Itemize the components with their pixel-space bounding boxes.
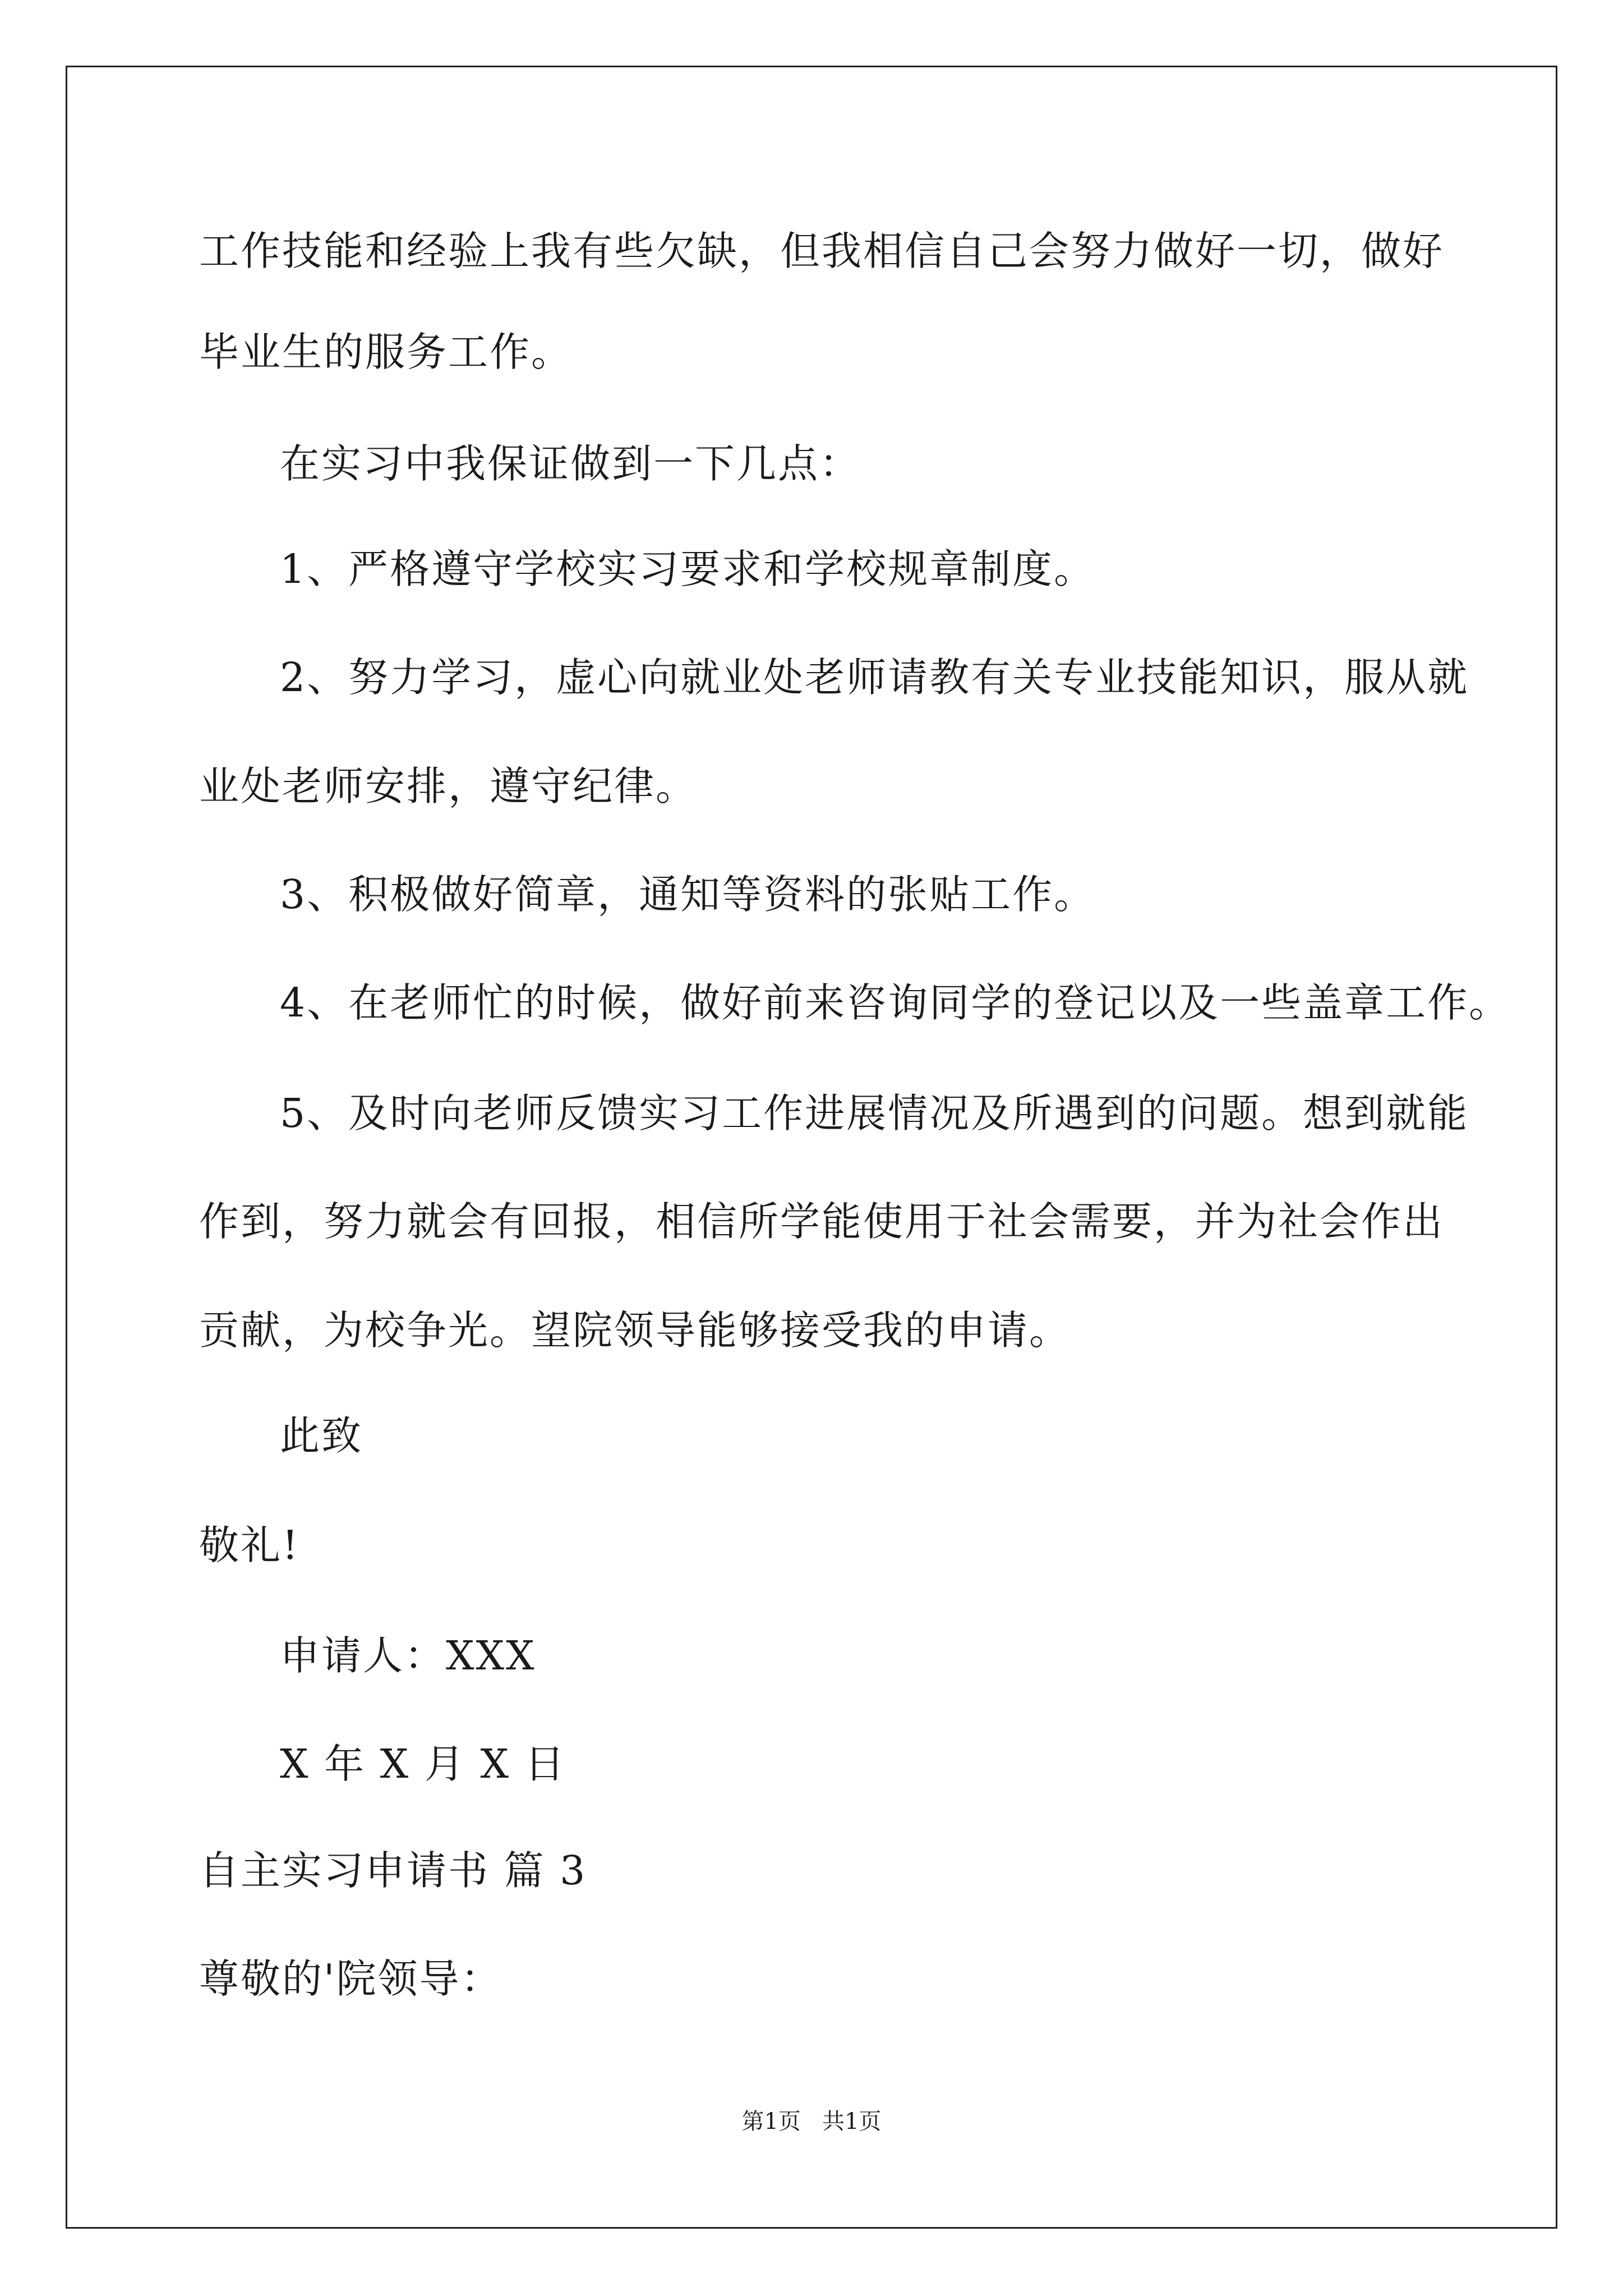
page-footer: 第1页 共1页 xyxy=(741,2109,882,2134)
list-item-continuation: 作到，努力就会有回报，相信所学能使用于社会需要，并为社会作出 xyxy=(199,1198,1445,1245)
closing-line: 此致 xyxy=(280,1412,363,1459)
list-item: 3、积极做好简章，通知等资料的张贴工作。 xyxy=(280,871,1096,918)
salutation: 尊敬的'院领导： xyxy=(199,1955,502,2002)
list-item: 2、努力学习，虚心向就业处老师请教有关专业技能知识，服从就 xyxy=(280,654,1469,701)
date-line: X 年 X 月 X 日 xyxy=(280,1741,566,1787)
page-border xyxy=(66,66,1557,2229)
list-item: 1、严格遵守学校实习要求和学校规章制度。 xyxy=(280,546,1096,592)
applicant-line: 申请人：XXX xyxy=(280,1632,536,1679)
closing-line: 敬礼! xyxy=(199,1522,300,1568)
paragraph-line: 工作技能和经验上我有些欠缺，但我相信自己会努力做好一切，做好 xyxy=(199,228,1445,274)
paragraph-line: 毕业生的服务工作。 xyxy=(199,329,573,375)
section-title: 自主实习申请书 篇 3 xyxy=(199,1847,587,1894)
list-item-continuation: 业处老师安排，遵守纪律。 xyxy=(199,763,698,809)
paragraph-line: 在实习中我保证做到一下几点： xyxy=(280,440,861,487)
list-item: 4、在老师忙的时候，做好前来咨询同学的登记以及一些盖章工作。 xyxy=(280,979,1511,1026)
list-item: 5、及时向老师反馈实习工作进展情况及所遇到的问题。想到就能 xyxy=(280,1090,1469,1137)
list-item-continuation: 贡献，为校争光。望院领导能够接受我的申请。 xyxy=(199,1307,1071,1354)
